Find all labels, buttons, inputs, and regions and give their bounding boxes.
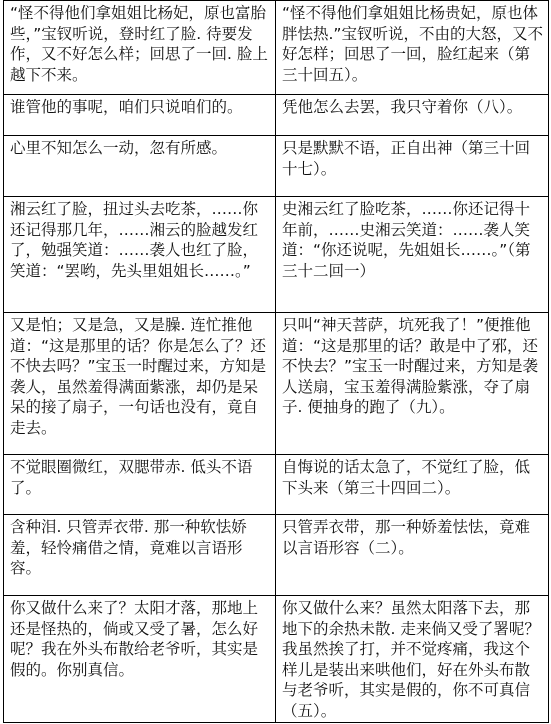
right-cell: 你又做什么来？虽然太阳落下去，那地下的余热未散. 走来倘又受了署呢？我虽然挨了打，并不觉疼痛，我这个样儿是装出来哄他们，好在外头布散与老爷听，其实是假的，你不可真信（五）。: [276, 596, 549, 723]
right-cell: 只叫“神天菩萨，坑死我了！”便推他道：“这是那里的话？敢是中了邪，还不快去？”宝玉一时醒过来，方知是袭人送扇，宝玉羞得满脸紫涨，夺了扇子. 便抽身的跑了（九）。: [276, 313, 549, 455]
table-row: [4, 596, 549, 723]
table-row: [4, 455, 549, 515]
table-row: [4, 197, 549, 313]
left-cell: 又是怕；又是急，又是臊. 连忙推他道：“这是那里的话？你是怎么了？还不快去吗？”宝玉一时醒过来，方知是袭人，虽然羞得满面紫涨，却仍是呆呆的接了扇子，一句话也没有，竟自走去。: [4, 313, 276, 455]
table-row: [4, 95, 549, 136]
table-row: [4, 1, 549, 95]
left-cell: 湘云红了脸，扭过头去吃茶，……你还记得那几年，……湘云的脸越发红了，勉强笑道：……袭人也红了脸，笑道：“罢哟，先头里姐姐长……。”: [4, 197, 276, 313]
right-cell: 凭他怎么去罢，我只守着你（八）。: [276, 95, 549, 136]
right-cell: 只是默默不语，正自出神（第三十回十七）。: [276, 136, 549, 197]
comparison-table: [3, 0, 549, 723]
right-cell: 史湘云红了脸吃茶，……你还记得十年前，……史湘云笑道：……袭人笑道：“你还说呢，先姐姐长……。”（第三十二回一）: [276, 197, 549, 313]
table-row: [4, 515, 549, 596]
table-row: [4, 313, 549, 455]
right-cell: 只管弄衣带，那一种娇羞怯怯，竟难以言语形容（二）。: [276, 515, 549, 596]
left-cell: 不觉眼圈微红，双腮带赤. 低头不语了。: [4, 455, 276, 515]
right-cell: 自悔说的话太急了，不觉红了脸，低下头来（第三十四回二）。: [276, 455, 549, 515]
left-cell: 谁管他的事呢，咱们只说咱们的。: [4, 95, 276, 136]
left-cell: “怪不得他们拿姐姐比杨妃，原也富胎些，”宝钗听说，登时红了脸. 待要发作，又不好怎么样；回思了一回. 脸上越下不来。: [4, 1, 276, 95]
right-cell: “怪不得他们拿姐姐比杨贵妃，原也体胖怯热.”宝钗听说，不由的大怒，又不好怎样；回思了一回，脸红起来（第三十回五）。: [276, 1, 549, 95]
left-cell: 含种泪. 只管弄衣带. 那一种软怯娇羞，轻怜痛借之情，竟难以言语形容。: [4, 515, 276, 596]
left-cell: 你又做什么来了？太阳才落，那地上还是怪热的，倘或又受了暑，怎么好呢？我在外头布散给老爷听，其实是假的。你别真信。: [4, 596, 276, 723]
table-row: [4, 136, 549, 197]
left-cell: 心里不知怎么一动，忽有所感。: [4, 136, 276, 197]
